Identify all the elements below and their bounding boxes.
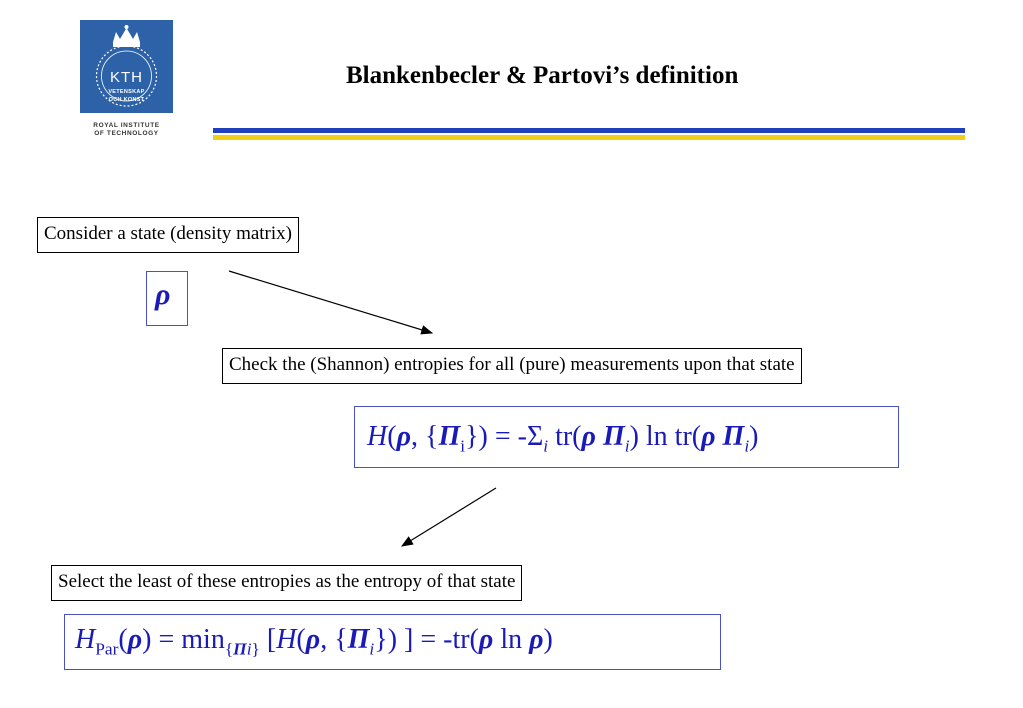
entropy-formula: H(ρ, $\{\Pi_i\}) = -\Sigma_i$ tr(ρ $\Pi_i$) ln tr(ρ $\Pi_i$) xyxy=(367,421,759,456)
slide-title: Blankenbecler & Partovi’s definition xyxy=(346,62,739,89)
rho-symbol: ρ xyxy=(155,278,171,311)
logo-line1: VETENSKAP xyxy=(108,89,145,95)
institute-line2: OF TECHNOLOGY xyxy=(94,130,159,137)
institute-line1: ROYAL INSTITUTE xyxy=(93,122,160,129)
consider-step-box: Consider a state (density matrix) xyxy=(37,217,299,253)
select-step-box: Select the least of these entropies as the entropy of that state xyxy=(51,565,522,601)
logo-letters: KTH xyxy=(110,69,143,86)
check-step-box: Check the (Shannon) entropies for all (pure) measurements upon that state xyxy=(222,348,802,384)
arrow-to-check xyxy=(229,271,432,333)
partovi-formula: $H_{Par}(\rho) = \min_{\{\Pi i\}} [H(\rho$, $\{\Pi_i\}$) ] = -tr(ρ ln ρ) xyxy=(75,624,553,659)
arrow-to-select xyxy=(402,488,496,546)
logo-line2: OCH KONST xyxy=(108,97,145,103)
